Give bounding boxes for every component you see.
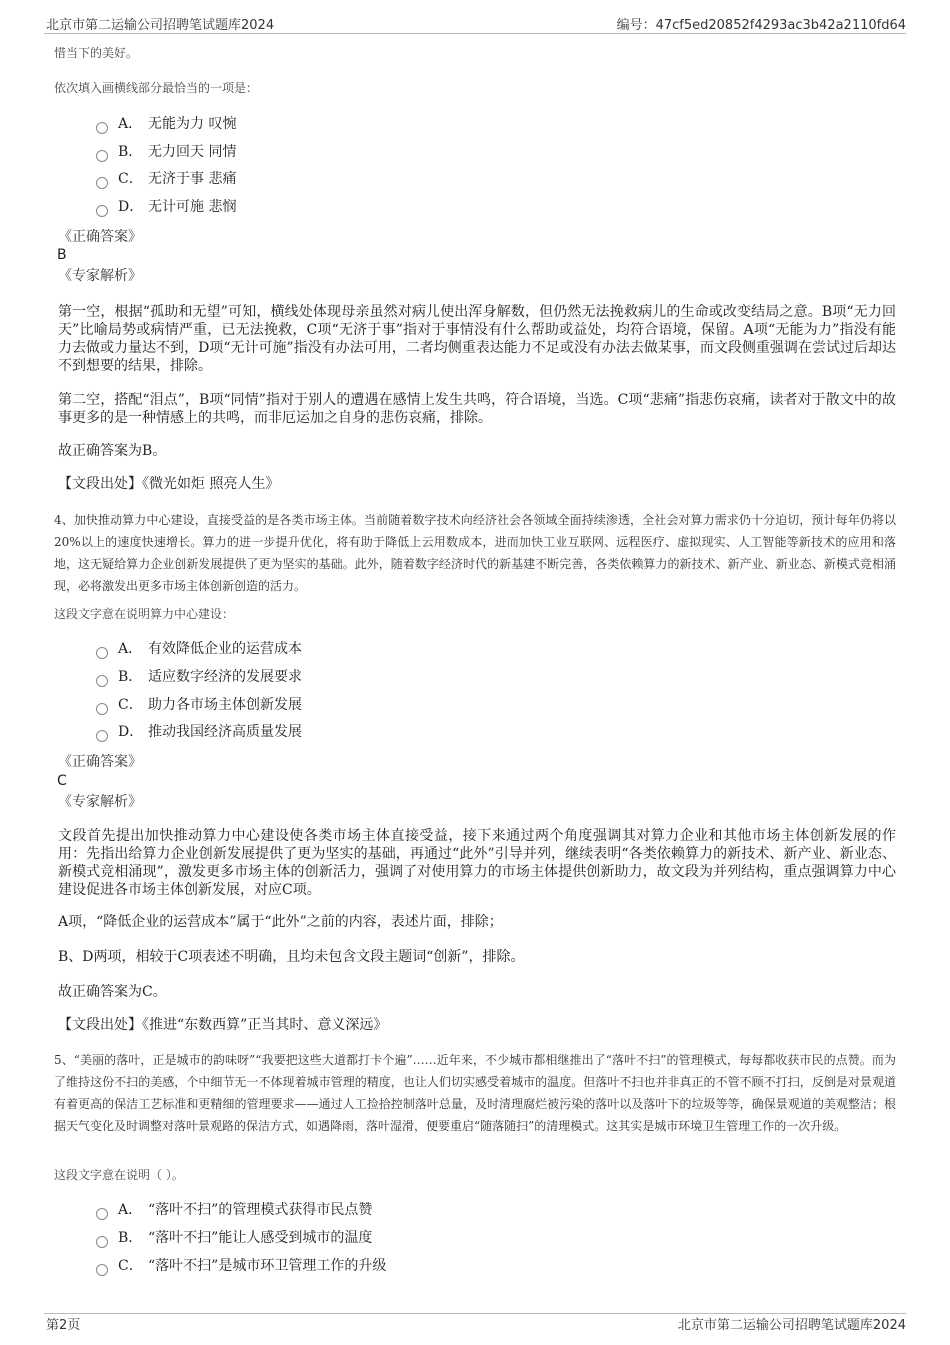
q3-option-a-letter: A． xyxy=(118,116,143,132)
q3-option-d-letter: D． xyxy=(118,199,144,215)
radio-icon[interactable] xyxy=(96,122,108,134)
q3-option-d-text: 无计可施 悲悯 xyxy=(148,199,237,215)
radio-icon[interactable] xyxy=(96,150,108,162)
radio-icon[interactable] xyxy=(96,1208,108,1220)
radio-icon[interactable] xyxy=(96,177,108,189)
q3-option-b[interactable] xyxy=(96,141,236,163)
q3-analysis-label: 《专家解析》 xyxy=(58,268,142,284)
q3-option-a[interactable] xyxy=(96,113,236,135)
q4-source: 【文段出处】《推进“东数西算”正当其时、意义深远》 xyxy=(58,1017,388,1033)
q5-option-a[interactable] xyxy=(96,1199,372,1221)
radio-icon[interactable] xyxy=(96,730,108,742)
q3-option-b-letter: B． xyxy=(118,144,143,160)
q5-option-c[interactable] xyxy=(96,1255,386,1277)
q4-option-c-letter: C． xyxy=(118,697,143,713)
q5-prompt: 这段文字意在说明（ ）。 xyxy=(54,1168,184,1182)
q4-analysis-paragraph: 文段首先提出加快推动算力中心建设使各类市场主体直接受益，接下来通过两个角度强调其对算力企业和其他市场主体创新发展的作用：先指出给算力企业创新发展提供了更为坚实的基础，再通过“此外”引导并列，继续表明“各类依赖算力的新技术、新产业、新业态、新模式竞相涌现”，激发更多市场主体的创新活力，强调了对使用算力的市场主体提供创新助力，故文段为并列结构，重点强调算力中心建设促进各市场主体创新发展，对应C项。 xyxy=(58,828,896,898)
q5-option-a-text: “落叶不扫”的管理模式获得市民点赞 xyxy=(148,1202,373,1218)
q3-analysis-paragraph: 第二空，搭配“泪点”，B项“同情”指对于别人的遭遇在感情上发生共鸣，符合语境，当选。C项“悲痛”指悲伤哀痛，读者对于散文中的故事更多的是一种情感上的共鸣，而非厄运加之自身的悲伤哀痛，排除。 xyxy=(58,392,896,426)
radio-icon[interactable] xyxy=(96,703,108,715)
q3-analysis-paragraph: 第一空，根据“孤助和无望”可知，横线处体现母亲虽然对病儿使出浑身解数，但仍然无法挽救病儿的生命或改变结局之意。B项“无力回天”比喻局势或病情严重，已无法挽救，C项“无济于事”指对于事情没有什么帮助或益处，均符合语境，保留。A项“无能为力”指没有能力去做或力量达不到，D项“无计可施”指没有办法可用，二者均侧重表达能力不足或没有办法去做某事，而文段侧重强调在尝试过后却达不到想要的结果，排除。 xyxy=(58,304,896,374)
radio-icon[interactable] xyxy=(96,205,108,217)
header-divider xyxy=(44,33,906,34)
q3-option-c-text: 无济于事 悲痛 xyxy=(148,171,237,187)
radio-icon[interactable] xyxy=(96,675,108,687)
q3-source: 【文段出处】《微光如炬 照亮人生》 xyxy=(58,476,280,492)
q4-option-a[interactable] xyxy=(96,638,302,660)
q4-option-c[interactable] xyxy=(96,694,302,716)
q4-answer: C xyxy=(57,773,67,789)
q5-option-b-text: “落叶不扫”能让人感受到城市的温度 xyxy=(148,1230,373,1246)
q4-option-c-text: 助力各市场主体创新发展 xyxy=(148,697,302,713)
q4-option-b-letter: B． xyxy=(118,669,143,685)
q3-option-b-text: 无力回天 同情 xyxy=(148,144,237,160)
q4-option-d-text: 推动我国经济高质量发展 xyxy=(148,724,302,740)
q3-option-c[interactable] xyxy=(96,168,236,190)
q3-prompt: 依次填入画横线部分最恰当的一项是： xyxy=(54,81,259,95)
q4-answer-label: 《正确答案》 xyxy=(58,754,142,770)
q4-option-b[interactable] xyxy=(96,666,302,688)
q4-analysis-label: 《专家解析》 xyxy=(58,794,142,810)
q5-option-c-letter: C． xyxy=(118,1258,143,1274)
header-title: 北京市第二运输公司招聘笔试题库2024 xyxy=(46,18,275,33)
radio-icon[interactable] xyxy=(96,1264,108,1276)
radio-icon[interactable] xyxy=(96,647,108,659)
radio-icon[interactable] xyxy=(96,1236,108,1248)
page-number: 第2页 xyxy=(46,1318,81,1333)
q3-answer-label: 《正确答案》 xyxy=(58,229,142,245)
q4-conclusion: 故正确答案为C。 xyxy=(58,984,167,1000)
q3-option-c-letter: C． xyxy=(118,171,143,187)
q3-option-d[interactable] xyxy=(96,196,236,218)
q5-stem: 5、“美丽的落叶，正是城市的韵味呀”“我要把这些大道都打卡个遍”……近年来，不少城市都相继推出了“落叶不扫”的管理模式，每每都收获市民的点赞。而为了维持这份不扫的美感，个中细节无一不体现着城市管理的精度，也让人们切实感受着城市的温度。但落叶不扫也并非真正的不管不顾不打扫，反倒是对景观道有着更高的保洁工艺标准和更精细的管理要求——通过人工捡拾控制落叶总量，及时清理腐烂被污染的落叶以及落叶下的垃圾等等，确保景观道的美观整洁；根据天气变化及时调整对落叶景观路的保洁方式，如遇降雨，落叶湿滑，便要重启“随落随扫”的清理模式。这其实是城市环境卫生管理工作的一次升级。 xyxy=(54,1053,896,1133)
footer-title: 北京市第二运输公司招聘笔试题库2024 xyxy=(677,1318,906,1333)
q4-option-a-text: 有效降低企业的运营成本 xyxy=(148,641,302,657)
q3-option-a-text: 无能为力 叹惋 xyxy=(148,116,237,132)
q5-option-a-letter: A． xyxy=(118,1202,143,1218)
q3-stem-tail: 惜当下的美好。 xyxy=(54,46,139,60)
q4-option-d-letter: D． xyxy=(118,724,144,740)
q4-prompt: 这段文字意在说明算力中心建设： xyxy=(54,607,235,621)
q4-option-b-text: 适应数字经济的发展要求 xyxy=(148,669,302,685)
q3-answer: B xyxy=(57,247,67,263)
q4-option-a-letter: A． xyxy=(118,641,143,657)
q5-option-b[interactable] xyxy=(96,1227,372,1249)
q4-option-d[interactable] xyxy=(96,721,302,743)
q4-analysis-paragraph: A项，“降低企业的运营成本”属于“此外”之前的内容，表述片面，排除； xyxy=(58,914,503,930)
q4-analysis-paragraph: B、D两项，相较于C项表述不明确，且均未包含文段主题词“创新”，排除。 xyxy=(58,949,525,965)
document-code: 编号：47cf5ed20852f4293ac3b42a2110fd64 xyxy=(616,18,906,33)
q5-option-c-text: “落叶不扫”是城市环卫管理工作的升级 xyxy=(148,1258,387,1274)
q5-option-b-letter: B． xyxy=(118,1230,143,1246)
q3-conclusion: 故正确答案为B。 xyxy=(58,443,167,459)
q4-stem: 4、加快推动算力中心建设，直接受益的是各类市场主体。当前随着数字技术向经济社会各领域全面持续渗透，全社会对算力需求仍十分迫切，预计每年仍将以20%以上的速度快速增长。算力的进一步提升优化，将有助于降低上云用数成本，进而加快工业互联网、远程医疗、虚拟现实、人工智能等新技术的应用和落地，这无疑给算力企业创新发展提供了更为坚实的基础。此外，随着数字经济时代的新基建不断完善，各类依赖算力的新技术、新产业、新业态、新模式竞相涌现，必将激发出更多市场主体创新创造的活力。 xyxy=(54,513,896,593)
